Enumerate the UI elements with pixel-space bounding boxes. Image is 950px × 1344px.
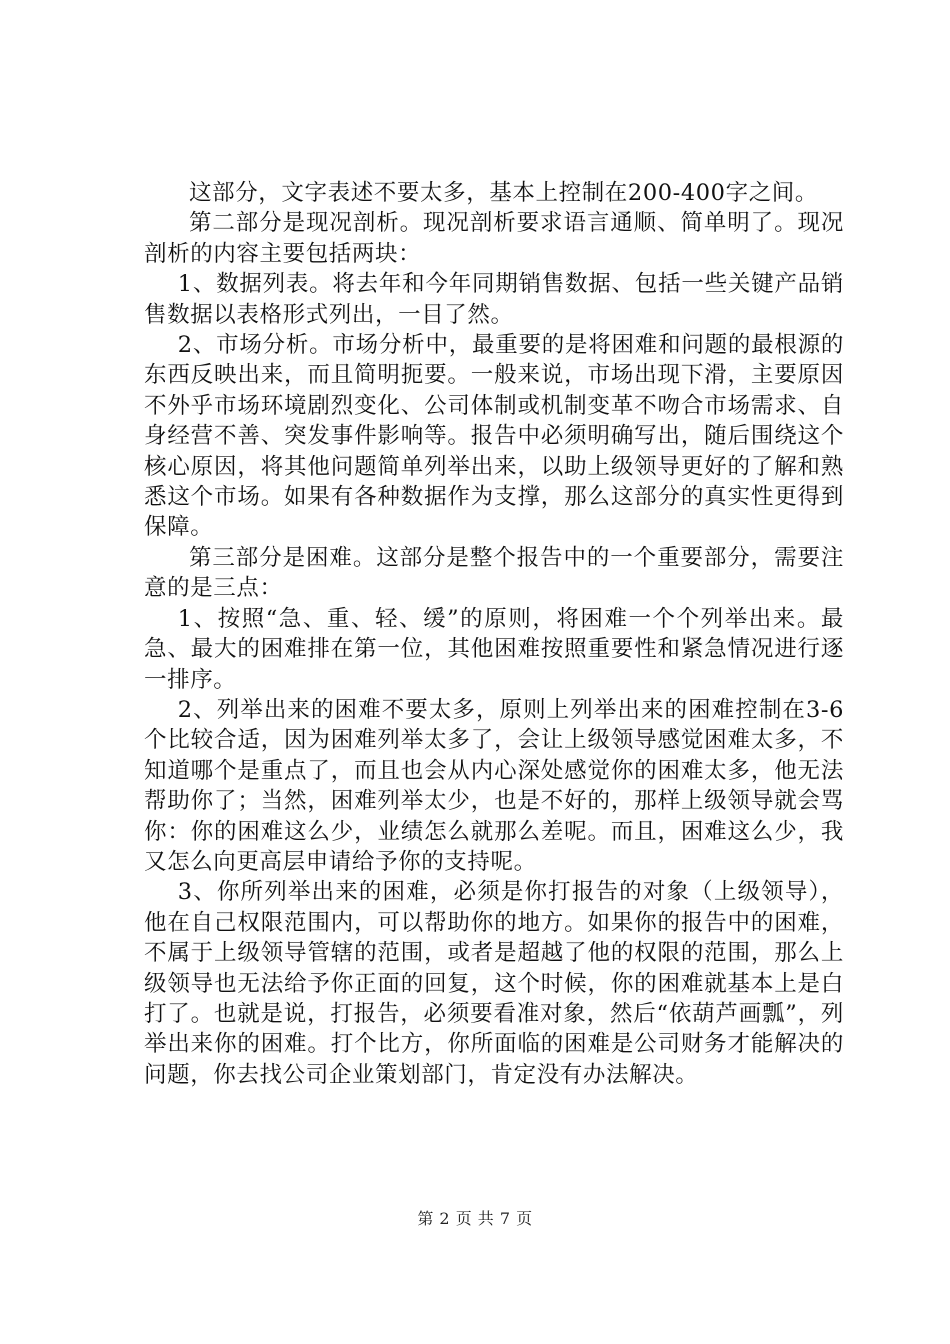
paragraph-section-three: 第三部分是困难。这部分是整个报告中的一个重要部分，需要注意的是三点： [144,544,844,602]
paragraph-section-two: 第二部分是现况剖析。现况剖析要求语言通顺、简单明了。现况剖析的内容主要包括两块： [144,210,844,267]
paragraph-difficulty-ordering: 1、按照“急、重、轻、缓”的原则，将困难一个个列举出来。最急、最大的困难排在第一位，其他困难按照重要性和紧急情况进行逐一排序。 [144,605,844,693]
page-number-footer: 第 2 页 共 7 页 [417,1209,533,1228]
document-body [144,178,844,1090]
paragraph-market-analysis: 2、市场分析。市场分析中，最重要的是将困难和问题的最根源的东西反映出来，而且简明扼要。一般来说，市场出现下滑，主要原因不外乎市场环境剧烈变化、公司体制或机制变革不吻合市场需求、自身经营不善、突发事件影响等。报告中必须明确写出，随后围绕这个核心原因，将其他问题简单列举出来，以助上级领导更好的了解和熟悉这个市场。如果有各种数据作为支撑，那么这部分的真实性更得到保障。 [144,332,844,541]
paragraph-difficulty-count: 2、列举出来的困难不要太多，原则上列举出来的困难控制在3-6个比较合适，因为困难列举太多了，会让上级领导感觉困难太多，不知道哪个是重点了，而且也会从内心深处感觉你的困难太多，他无法帮助你了；当然，困难列举太少，也是不好的，那样上级领导就会骂你：你的困难这么少，业绩怎么就那么差呢。而且，困难这么少，我又怎么向更高层申请给予你的支持呢。 [144,696,844,875]
paragraph-intro-length: 这部分，文字表述不要太多，基本上控制在200-400字之间。 [189,180,818,206]
paragraph-data-list: 1、数据列表。将去年和今年同期销售数据、包括一些关键产品销售数据以表格形式列出，一目了然。 [144,271,844,328]
paragraph-difficulty-target: 3、你所列举出来的困难，必须是你打报告的对象（上级领导），他在自己权限范围内，可以帮助你的地方。如果你的报告中的困难，不属于上级领导管辖的范围，或者是超越了他的权限的范围，那么上级领导也无法给予你正面的回复，这个时候，你的困难就基本上是白打了。也就是说，打报告，必须要看准对象，然后“依葫芦画瓢”，列举出来你的困难。打个比方，你所面临的困难是公司财务才能解决的问题，你去找公司企业策划部门，肯定没有办法解决。 [144,879,844,1088]
